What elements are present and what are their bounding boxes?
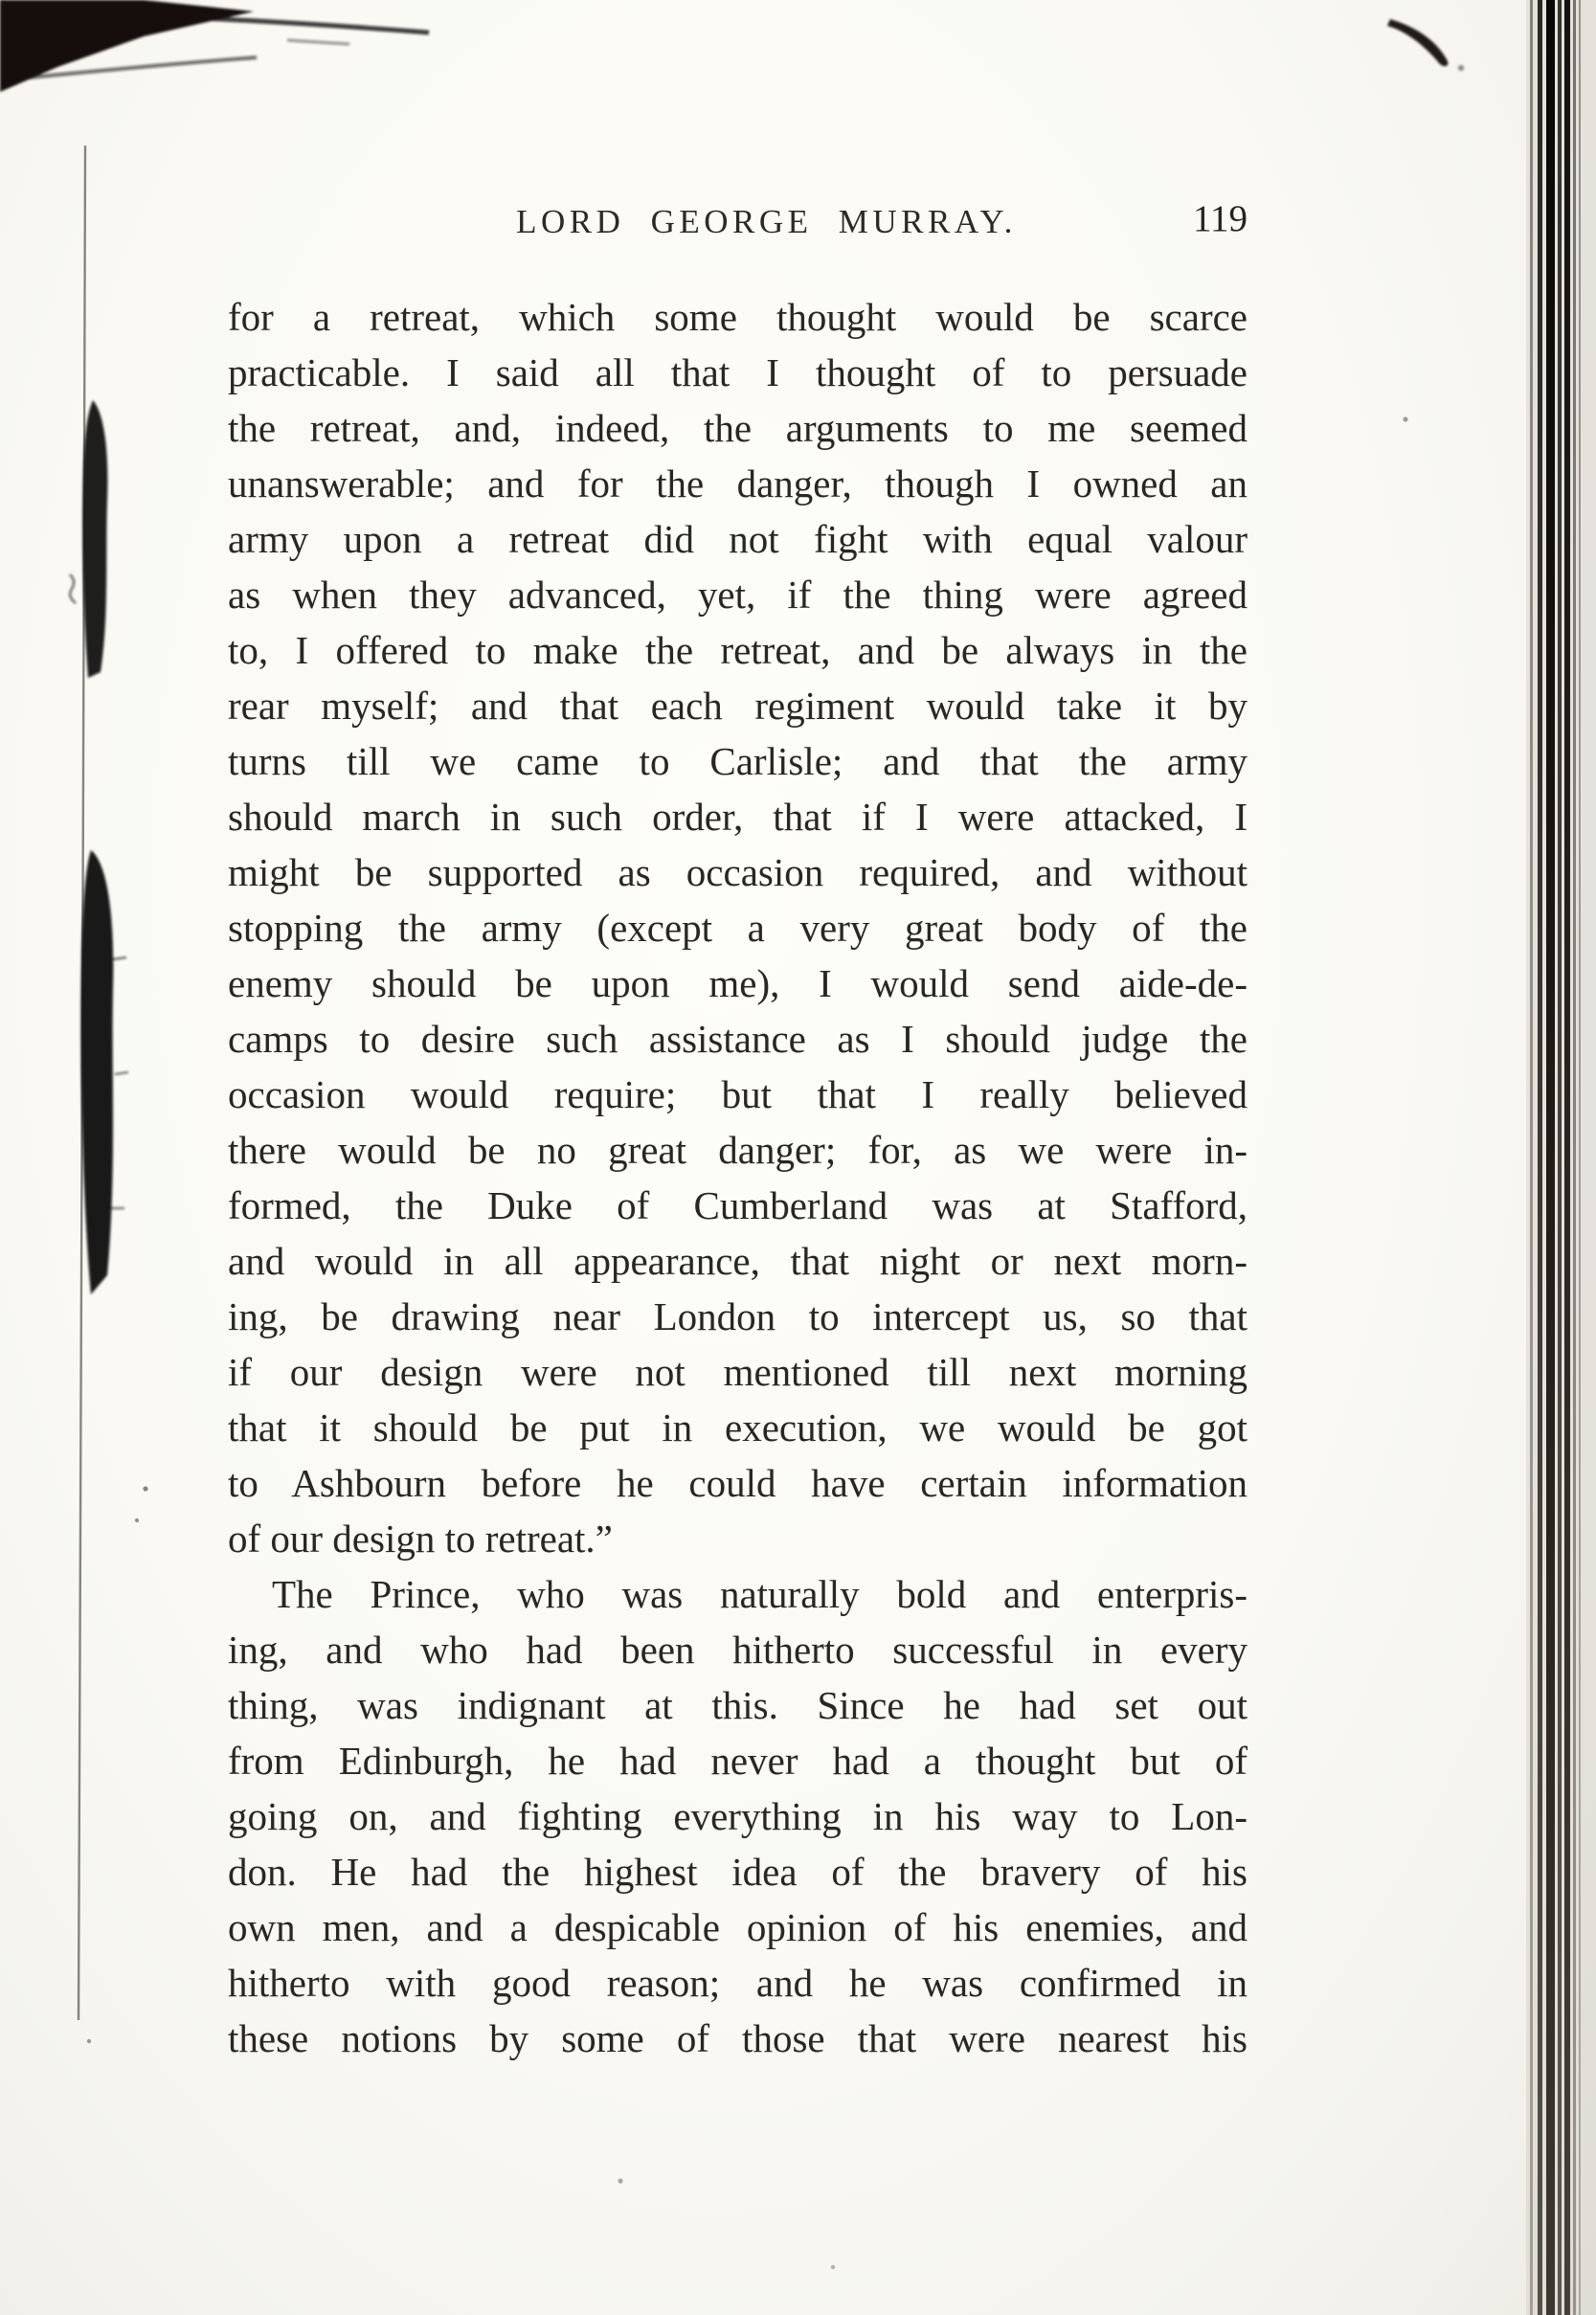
top-right-ink-mark-icon (1387, 19, 1464, 71)
right-page-edge-streaks (1526, 0, 1596, 2315)
text-line: stopping the army (except a very great body of the (228, 906, 1248, 950)
left-margin-ink-blot-lower (80, 850, 128, 1294)
text-line: enemy should be upon me), I would send aide-de- (228, 961, 1248, 1005)
text-line: to, I offered to make the retreat, and be always in the (228, 628, 1248, 672)
text-line: occasion would require; but that I really believed (228, 1072, 1248, 1116)
text-line: ing, and who had been hitherto successful in every (228, 1628, 1248, 1672)
body-text (228, 289, 1248, 2066)
left-margin-hairline (79, 146, 85, 2020)
text-line: camps to desire such assistance as I should judge the (228, 1017, 1248, 1061)
text-line: own men, and a despicable opinion of his enemies, and (228, 1905, 1248, 1949)
text-line: from Edinburgh, he had never had a thought but of (228, 1739, 1248, 1783)
left-margin-ink-blot-upper (70, 400, 107, 678)
text-line: should march in such order, that if I were attacked, I (228, 795, 1248, 839)
text-line: and would in all appearance, that night or next morn- (228, 1239, 1248, 1283)
text-line: don. He had the highest idea of the bravery of his (228, 1850, 1248, 1894)
text-line: unanswerable; and for the danger, though I owned an (228, 461, 1248, 506)
page-number: 119 (1192, 198, 1248, 239)
text-line: these notions by some of those that were nearest his (228, 2016, 1248, 2060)
text-line: rear myself; and that each regiment would take it by (228, 684, 1248, 728)
text-line: there would be no great danger; for, as we were in- (228, 1128, 1248, 1172)
text-line: for a retreat, which some thought would be scarce (228, 295, 1248, 339)
top-left-ink-smudge-icon (0, 0, 429, 92)
text-line: thing, was indignant at this. Since he had set out (228, 1683, 1248, 1727)
text-line: as when they advanced, yet, if the thing were agreed (228, 573, 1248, 617)
text-line: turns till we came to Carlisle; and that the army (228, 739, 1248, 783)
text-line: The Prince, who was naturally bold and enterpris- (272, 1572, 1248, 1616)
text-line: army upon a retreat did not fight with equal valour (228, 517, 1248, 561)
text-line: that it should be put in execution, we would be got (228, 1405, 1248, 1450)
text-line: to Ashbourn before he could have certain information (228, 1461, 1248, 1505)
text-line: might be supported as occasion required, and without (228, 850, 1248, 894)
text-line: if our design were not mentioned till next morning (228, 1350, 1248, 1394)
text-line: the retreat, and, indeed, the arguments to me seemed (228, 406, 1248, 450)
running-header: LORD GEORGE MURRAY. (516, 203, 1017, 240)
text-line: practicable. I said all that I thought of to persuade (228, 350, 1248, 394)
text-line: hitherto with good reason; and he was confirmed in (228, 1961, 1248, 2005)
text-line: of our design to retreat.” (228, 1517, 613, 1561)
text-line: formed, the Duke of Cumberland was at Stafford, (228, 1183, 1248, 1227)
text-line: going on, and fighting everything in his way to Lon- (228, 1794, 1248, 1838)
text-line: ing, be drawing near London to intercept us, so that (228, 1294, 1248, 1338)
